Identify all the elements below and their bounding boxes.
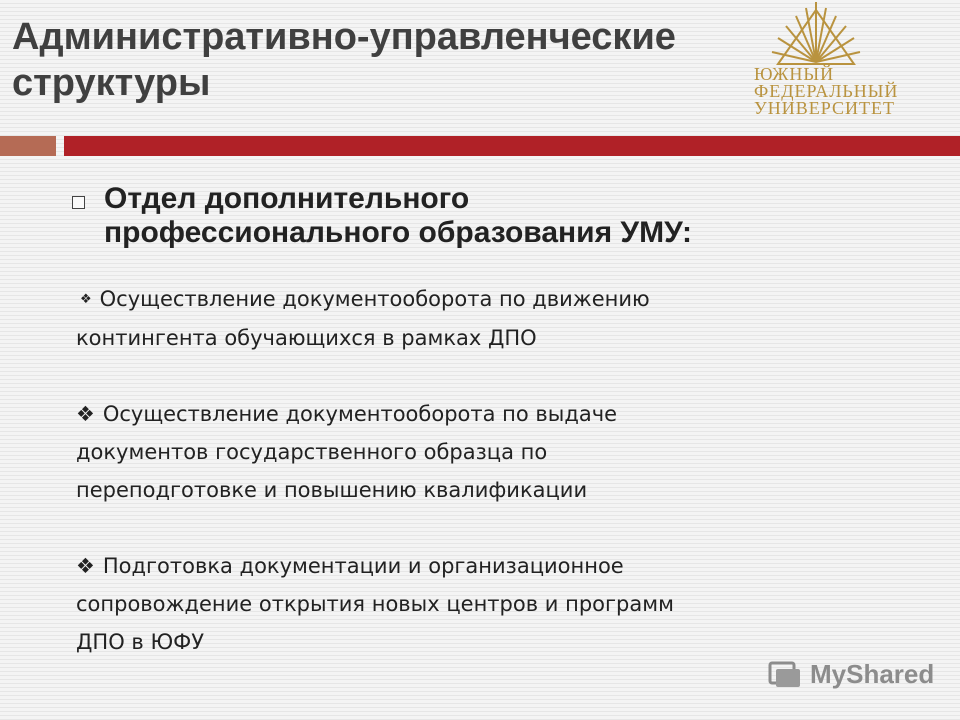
diamond-bullet-icon: ❖ [80, 292, 92, 307]
diamond-bullet-icon: ❖ [76, 554, 95, 578]
list-item-text: Осуществление документооборота по движению контингента обучающихся в рамках ДПО [76, 287, 650, 350]
list-item [76, 547, 856, 661]
list-item-text: Осуществление документооборота по выдаче документов государственного образца по переподготовке и повышению квалификации [76, 402, 618, 502]
myshared-icon [768, 659, 802, 689]
diamond-bullet-icon: ❖ [76, 402, 95, 426]
myshared-watermark [768, 656, 934, 692]
header-divider-right [64, 136, 960, 156]
slide-title: Административно-управленческие структуры [12, 16, 676, 104]
university-logo-text: ЮЖНЫЙ ФЕДЕРАЛЬНЫЙ УНИВЕРСИТЕТ [754, 64, 899, 118]
list-item [76, 395, 856, 509]
square-bullet-icon [72, 196, 85, 209]
watermark-text: MyShared [810, 658, 935, 689]
header-divider-left [0, 136, 56, 156]
bullet-list [76, 280, 856, 699]
section-heading: Отдел дополнительного профессионального образования УМУ: [104, 182, 692, 249]
list-item-text: Подготовка документации и организационное сопровождение открытия новых центров и программ ДПО в ЮФУ [76, 554, 674, 654]
list-item [76, 280, 856, 357]
